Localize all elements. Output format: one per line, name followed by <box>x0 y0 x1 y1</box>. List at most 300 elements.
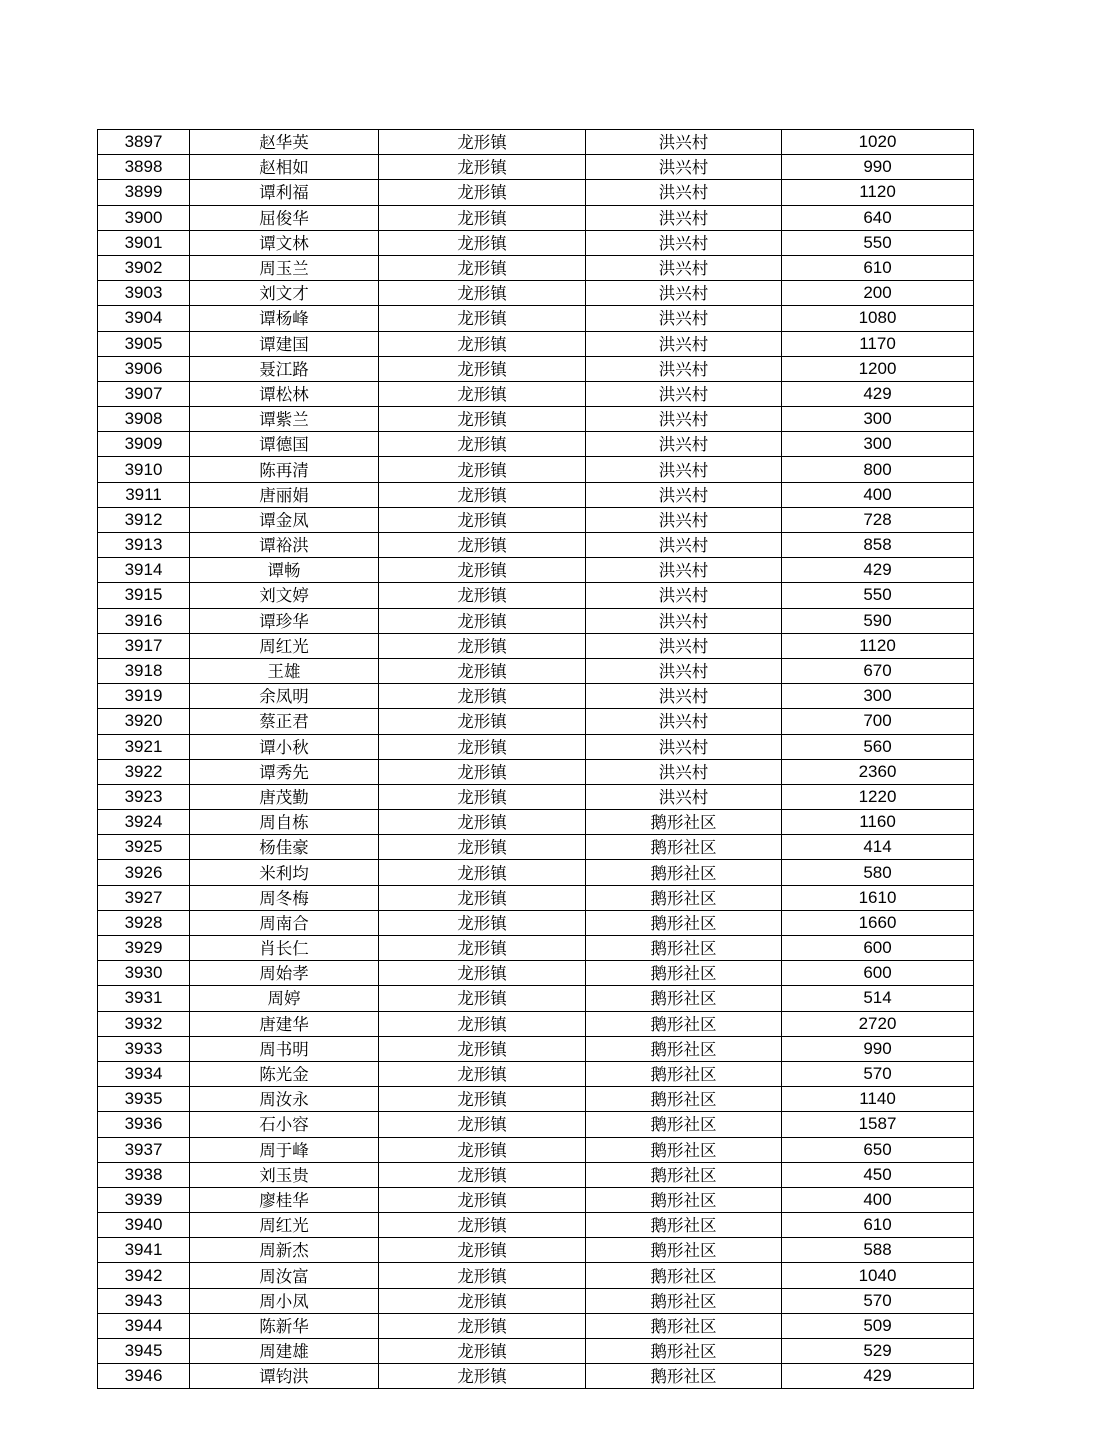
cell-village: 鹅形社区 <box>586 1112 782 1137</box>
cell-town: 龙形镇 <box>379 784 586 809</box>
cell-town: 龙形镇 <box>379 1288 586 1313</box>
cell-amount: 1120 <box>782 633 974 658</box>
cell-serial-number: 3923 <box>98 784 190 809</box>
cell-village: 洪兴村 <box>586 533 782 558</box>
cell-amount: 670 <box>782 658 974 683</box>
cell-amount: 429 <box>782 381 974 406</box>
cell-town: 龙形镇 <box>379 1339 586 1364</box>
table-row <box>98 583 974 608</box>
table-row <box>98 1187 974 1212</box>
cell-name: 刘玉贵 <box>190 1162 379 1187</box>
cell-serial-number: 3898 <box>98 155 190 180</box>
cell-name: 周建雄 <box>190 1339 379 1364</box>
cell-village: 洪兴村 <box>586 381 782 406</box>
cell-town: 龙形镇 <box>379 633 586 658</box>
records-table-body <box>98 130 974 1389</box>
table-row <box>98 1213 974 1238</box>
cell-serial-number: 3904 <box>98 306 190 331</box>
cell-serial-number: 3900 <box>98 205 190 230</box>
cell-serial-number: 3907 <box>98 381 190 406</box>
cell-village: 鹅形社区 <box>586 810 782 835</box>
table-row <box>98 633 974 658</box>
table-row <box>98 810 974 835</box>
cell-town: 龙形镇 <box>379 1137 586 1162</box>
cell-amount: 990 <box>782 155 974 180</box>
table-row <box>98 1036 974 1061</box>
table-row <box>98 1087 974 1112</box>
cell-name: 谭畅 <box>190 558 379 583</box>
table-row <box>98 155 974 180</box>
cell-town: 龙形镇 <box>379 130 586 155</box>
table-row <box>98 1061 974 1086</box>
cell-amount: 800 <box>782 457 974 482</box>
cell-amount: 570 <box>782 1288 974 1313</box>
cell-town: 龙形镇 <box>379 709 586 734</box>
cell-village: 洪兴村 <box>586 658 782 683</box>
cell-village: 洪兴村 <box>586 356 782 381</box>
cell-name: 唐丽娟 <box>190 482 379 507</box>
cell-serial-number: 3918 <box>98 658 190 683</box>
cell-name: 陈再清 <box>190 457 379 482</box>
cell-amount: 1160 <box>782 810 974 835</box>
cell-village: 洪兴村 <box>586 331 782 356</box>
cell-name: 谭珍华 <box>190 608 379 633</box>
cell-amount: 1587 <box>782 1112 974 1137</box>
cell-serial-number: 3943 <box>98 1288 190 1313</box>
cell-name: 周书明 <box>190 1036 379 1061</box>
table-row <box>98 507 974 532</box>
cell-serial-number: 3931 <box>98 986 190 1011</box>
cell-serial-number: 3934 <box>98 1061 190 1086</box>
table-row <box>98 860 974 885</box>
cell-amount: 858 <box>782 533 974 558</box>
cell-amount: 529 <box>782 1339 974 1364</box>
cell-serial-number: 3902 <box>98 255 190 280</box>
cell-serial-number: 3925 <box>98 835 190 860</box>
cell-serial-number: 3937 <box>98 1137 190 1162</box>
cell-name: 谭金凤 <box>190 507 379 532</box>
cell-village: 洪兴村 <box>586 130 782 155</box>
cell-serial-number: 3930 <box>98 961 190 986</box>
cell-town: 龙形镇 <box>379 1313 586 1338</box>
cell-serial-number: 3942 <box>98 1263 190 1288</box>
cell-name: 谭杨峰 <box>190 306 379 331</box>
cell-amount: 700 <box>782 709 974 734</box>
cell-amount: 1120 <box>782 180 974 205</box>
cell-town: 龙形镇 <box>379 961 586 986</box>
table-row <box>98 381 974 406</box>
cell-serial-number: 3944 <box>98 1313 190 1338</box>
cell-town: 龙形镇 <box>379 810 586 835</box>
table-row <box>98 482 974 507</box>
table-row <box>98 1313 974 1338</box>
cell-village: 鹅形社区 <box>586 936 782 961</box>
cell-serial-number: 3940 <box>98 1213 190 1238</box>
cell-village: 洪兴村 <box>586 709 782 734</box>
cell-name: 谭秀先 <box>190 759 379 784</box>
cell-town: 龙形镇 <box>379 230 586 255</box>
cell-town: 龙形镇 <box>379 1036 586 1061</box>
table-row <box>98 255 974 280</box>
cell-name: 周红光 <box>190 1213 379 1238</box>
cell-town: 龙形镇 <box>379 457 586 482</box>
cell-name: 周南合 <box>190 910 379 935</box>
cell-amount: 570 <box>782 1061 974 1086</box>
cell-village: 洪兴村 <box>586 432 782 457</box>
cell-name: 刘文才 <box>190 281 379 306</box>
cell-amount: 610 <box>782 1213 974 1238</box>
cell-serial-number: 3945 <box>98 1339 190 1364</box>
cell-name: 聂江路 <box>190 356 379 381</box>
cell-town: 龙形镇 <box>379 608 586 633</box>
cell-name: 周汝永 <box>190 1087 379 1112</box>
cell-village: 洪兴村 <box>586 281 782 306</box>
cell-amount: 414 <box>782 835 974 860</box>
cell-town: 龙形镇 <box>379 255 586 280</box>
cell-amount: 990 <box>782 1036 974 1061</box>
cell-serial-number: 3906 <box>98 356 190 381</box>
cell-village: 鹅形社区 <box>586 1061 782 1086</box>
cell-serial-number: 3903 <box>98 281 190 306</box>
cell-town: 龙形镇 <box>379 507 586 532</box>
cell-serial-number: 3926 <box>98 860 190 885</box>
table-row <box>98 608 974 633</box>
cell-town: 龙形镇 <box>379 1213 586 1238</box>
cell-name: 周婷 <box>190 986 379 1011</box>
cell-town: 龙形镇 <box>379 835 586 860</box>
table-row <box>98 986 974 1011</box>
cell-serial-number: 3924 <box>98 810 190 835</box>
table-row <box>98 1137 974 1162</box>
cell-serial-number: 3919 <box>98 684 190 709</box>
cell-village: 洪兴村 <box>586 230 782 255</box>
cell-town: 龙形镇 <box>379 281 586 306</box>
cell-amount: 1660 <box>782 910 974 935</box>
cell-town: 龙形镇 <box>379 533 586 558</box>
table-row <box>98 835 974 860</box>
cell-village: 洪兴村 <box>586 633 782 658</box>
cell-town: 龙形镇 <box>379 1087 586 1112</box>
cell-serial-number: 3935 <box>98 1087 190 1112</box>
cell-amount: 1610 <box>782 885 974 910</box>
cell-serial-number: 3912 <box>98 507 190 532</box>
cell-serial-number: 3920 <box>98 709 190 734</box>
cell-village: 鹅形社区 <box>586 1087 782 1112</box>
cell-serial-number: 3917 <box>98 633 190 658</box>
cell-name: 谭钧洪 <box>190 1364 379 1389</box>
cell-town: 龙形镇 <box>379 1238 586 1263</box>
cell-serial-number: 3938 <box>98 1162 190 1187</box>
cell-town: 龙形镇 <box>379 1112 586 1137</box>
table-row <box>98 432 974 457</box>
cell-village: 洪兴村 <box>586 482 782 507</box>
table-row <box>98 533 974 558</box>
table-row <box>98 558 974 583</box>
cell-town: 龙形镇 <box>379 860 586 885</box>
cell-serial-number: 3946 <box>98 1364 190 1389</box>
table-row <box>98 230 974 255</box>
cell-serial-number: 3936 <box>98 1112 190 1137</box>
cell-name: 谭紫兰 <box>190 407 379 432</box>
cell-amount: 429 <box>782 1364 974 1389</box>
cell-amount: 400 <box>782 482 974 507</box>
table-row <box>98 1288 974 1313</box>
table-row <box>98 407 974 432</box>
cell-village: 鹅形社区 <box>586 1011 782 1036</box>
table-row <box>98 936 974 961</box>
table-row <box>98 885 974 910</box>
cell-serial-number: 3928 <box>98 910 190 935</box>
cell-village: 洪兴村 <box>586 608 782 633</box>
cell-village: 洪兴村 <box>586 734 782 759</box>
table-row <box>98 130 974 155</box>
cell-amount: 400 <box>782 1187 974 1212</box>
cell-village: 洪兴村 <box>586 583 782 608</box>
cell-town: 龙形镇 <box>379 1011 586 1036</box>
cell-village: 鹅形社区 <box>586 1238 782 1263</box>
table-row <box>98 684 974 709</box>
cell-amount: 590 <box>782 608 974 633</box>
cell-village: 洪兴村 <box>586 759 782 784</box>
table-row <box>98 961 974 986</box>
cell-amount: 1040 <box>782 1263 974 1288</box>
table-row <box>98 180 974 205</box>
cell-serial-number: 3899 <box>98 180 190 205</box>
cell-name: 王雄 <box>190 658 379 683</box>
cell-name: 周小凤 <box>190 1288 379 1313</box>
cell-amount: 2360 <box>782 759 974 784</box>
cell-name: 周汝富 <box>190 1263 379 1288</box>
cell-amount: 200 <box>782 281 974 306</box>
table-row <box>98 658 974 683</box>
cell-amount: 2720 <box>782 1011 974 1036</box>
cell-amount: 640 <box>782 205 974 230</box>
table-row <box>98 1011 974 1036</box>
cell-serial-number: 3914 <box>98 558 190 583</box>
cell-name: 陈新华 <box>190 1313 379 1338</box>
cell-town: 龙形镇 <box>379 734 586 759</box>
cell-amount: 550 <box>782 230 974 255</box>
table-row <box>98 1238 974 1263</box>
cell-name: 肖长仁 <box>190 936 379 961</box>
cell-amount: 600 <box>782 936 974 961</box>
cell-amount: 1080 <box>782 306 974 331</box>
cell-village: 洪兴村 <box>586 457 782 482</box>
cell-name: 谭裕洪 <box>190 533 379 558</box>
cell-town: 龙形镇 <box>379 658 586 683</box>
cell-name: 唐建华 <box>190 1011 379 1036</box>
table-row <box>98 1263 974 1288</box>
cell-serial-number: 3933 <box>98 1036 190 1061</box>
cell-serial-number: 3927 <box>98 885 190 910</box>
cell-village: 洪兴村 <box>586 558 782 583</box>
cell-town: 龙形镇 <box>379 936 586 961</box>
table-row <box>98 1364 974 1389</box>
cell-name: 廖桂华 <box>190 1187 379 1212</box>
cell-name: 周始孝 <box>190 961 379 986</box>
cell-town: 龙形镇 <box>379 331 586 356</box>
cell-name: 谭德国 <box>190 432 379 457</box>
cell-serial-number: 3929 <box>98 936 190 961</box>
cell-amount: 1220 <box>782 784 974 809</box>
table-row <box>98 331 974 356</box>
table-row <box>98 1112 974 1137</box>
cell-village: 鹅形社区 <box>586 1162 782 1187</box>
cell-name: 赵相如 <box>190 155 379 180</box>
table-row <box>98 1162 974 1187</box>
cell-name: 赵华英 <box>190 130 379 155</box>
cell-village: 洪兴村 <box>586 784 782 809</box>
cell-serial-number: 3897 <box>98 130 190 155</box>
cell-town: 龙形镇 <box>379 986 586 1011</box>
table-row <box>98 734 974 759</box>
cell-village: 洪兴村 <box>586 407 782 432</box>
cell-serial-number: 3901 <box>98 230 190 255</box>
cell-serial-number: 3909 <box>98 432 190 457</box>
cell-amount: 300 <box>782 432 974 457</box>
table-row <box>98 759 974 784</box>
cell-name: 谭文林 <box>190 230 379 255</box>
cell-serial-number: 3915 <box>98 583 190 608</box>
cell-town: 龙形镇 <box>379 1162 586 1187</box>
cell-name: 屈俊华 <box>190 205 379 230</box>
cell-amount: 1200 <box>782 356 974 381</box>
cell-name: 周红光 <box>190 633 379 658</box>
cell-name: 谭利福 <box>190 180 379 205</box>
table-row <box>98 306 974 331</box>
cell-name: 陈光金 <box>190 1061 379 1086</box>
cell-village: 洪兴村 <box>586 684 782 709</box>
cell-serial-number: 3916 <box>98 608 190 633</box>
cell-name: 周新杰 <box>190 1238 379 1263</box>
cell-village: 鹅形社区 <box>586 1339 782 1364</box>
cell-name: 杨佳豪 <box>190 835 379 860</box>
cell-village: 鹅形社区 <box>586 961 782 986</box>
cell-name: 谭建国 <box>190 331 379 356</box>
cell-serial-number: 3921 <box>98 734 190 759</box>
cell-village: 洪兴村 <box>586 155 782 180</box>
cell-village: 洪兴村 <box>586 205 782 230</box>
table-row <box>98 910 974 935</box>
cell-amount: 1020 <box>782 130 974 155</box>
cell-town: 龙形镇 <box>379 381 586 406</box>
table-row <box>98 709 974 734</box>
cell-village: 洪兴村 <box>586 306 782 331</box>
cell-amount: 514 <box>782 986 974 1011</box>
cell-name: 谭小秋 <box>190 734 379 759</box>
cell-name: 余凤明 <box>190 684 379 709</box>
cell-village: 鹅形社区 <box>586 1036 782 1061</box>
cell-amount: 600 <box>782 961 974 986</box>
cell-town: 龙形镇 <box>379 684 586 709</box>
cell-town: 龙形镇 <box>379 407 586 432</box>
cell-village: 鹅形社区 <box>586 1187 782 1212</box>
cell-name: 周玉兰 <box>190 255 379 280</box>
cell-name: 石小容 <box>190 1112 379 1137</box>
cell-town: 龙形镇 <box>379 910 586 935</box>
cell-village: 洪兴村 <box>586 180 782 205</box>
cell-serial-number: 3932 <box>98 1011 190 1036</box>
cell-amount: 550 <box>782 583 974 608</box>
cell-town: 龙形镇 <box>379 885 586 910</box>
cell-serial-number: 3911 <box>98 482 190 507</box>
cell-town: 龙形镇 <box>379 759 586 784</box>
table-row <box>98 205 974 230</box>
cell-name: 谭松林 <box>190 381 379 406</box>
cell-serial-number: 3913 <box>98 533 190 558</box>
cell-name: 米利均 <box>190 860 379 885</box>
cell-amount: 300 <box>782 407 974 432</box>
cell-town: 龙形镇 <box>379 482 586 507</box>
cell-serial-number: 3941 <box>98 1238 190 1263</box>
cell-village: 鹅形社区 <box>586 1288 782 1313</box>
cell-amount: 1170 <box>782 331 974 356</box>
cell-village: 鹅形社区 <box>586 835 782 860</box>
cell-name: 周冬梅 <box>190 885 379 910</box>
cell-serial-number: 3905 <box>98 331 190 356</box>
cell-amount: 429 <box>782 558 974 583</box>
cell-town: 龙形镇 <box>379 306 586 331</box>
cell-town: 龙形镇 <box>379 1187 586 1212</box>
cell-name: 蔡正君 <box>190 709 379 734</box>
cell-village: 鹅形社区 <box>586 1364 782 1389</box>
cell-amount: 650 <box>782 1137 974 1162</box>
table-row <box>98 1339 974 1364</box>
cell-amount: 728 <box>782 507 974 532</box>
table-row <box>98 356 974 381</box>
cell-town: 龙形镇 <box>379 1061 586 1086</box>
cell-amount: 300 <box>782 684 974 709</box>
cell-serial-number: 3908 <box>98 407 190 432</box>
cell-name: 周自栋 <box>190 810 379 835</box>
records-table <box>97 129 974 1389</box>
cell-village: 鹅形社区 <box>586 1137 782 1162</box>
cell-name: 刘文婷 <box>190 583 379 608</box>
cell-town: 龙形镇 <box>379 205 586 230</box>
cell-name: 唐茂勤 <box>190 784 379 809</box>
cell-town: 龙形镇 <box>379 155 586 180</box>
cell-amount: 588 <box>782 1238 974 1263</box>
cell-amount: 509 <box>782 1313 974 1338</box>
cell-amount: 610 <box>782 255 974 280</box>
cell-village: 鹅形社区 <box>586 1263 782 1288</box>
cell-town: 龙形镇 <box>379 432 586 457</box>
cell-town: 龙形镇 <box>379 583 586 608</box>
table-row <box>98 784 974 809</box>
cell-town: 龙形镇 <box>379 1364 586 1389</box>
cell-amount: 560 <box>782 734 974 759</box>
cell-village: 鹅形社区 <box>586 860 782 885</box>
cell-name: 周于峰 <box>190 1137 379 1162</box>
cell-amount: 450 <box>782 1162 974 1187</box>
cell-town: 龙形镇 <box>379 558 586 583</box>
cell-town: 龙形镇 <box>379 180 586 205</box>
table-row <box>98 457 974 482</box>
cell-village: 鹅形社区 <box>586 1313 782 1338</box>
cell-town: 龙形镇 <box>379 356 586 381</box>
cell-amount: 1140 <box>782 1087 974 1112</box>
cell-serial-number: 3910 <box>98 457 190 482</box>
cell-amount: 580 <box>782 860 974 885</box>
cell-village: 洪兴村 <box>586 255 782 280</box>
cell-village: 鹅形社区 <box>586 885 782 910</box>
cell-town: 龙形镇 <box>379 1263 586 1288</box>
table-row <box>98 281 974 306</box>
cell-village: 鹅形社区 <box>586 986 782 1011</box>
cell-serial-number: 3939 <box>98 1187 190 1212</box>
cell-village: 洪兴村 <box>586 507 782 532</box>
cell-village: 鹅形社区 <box>586 910 782 935</box>
